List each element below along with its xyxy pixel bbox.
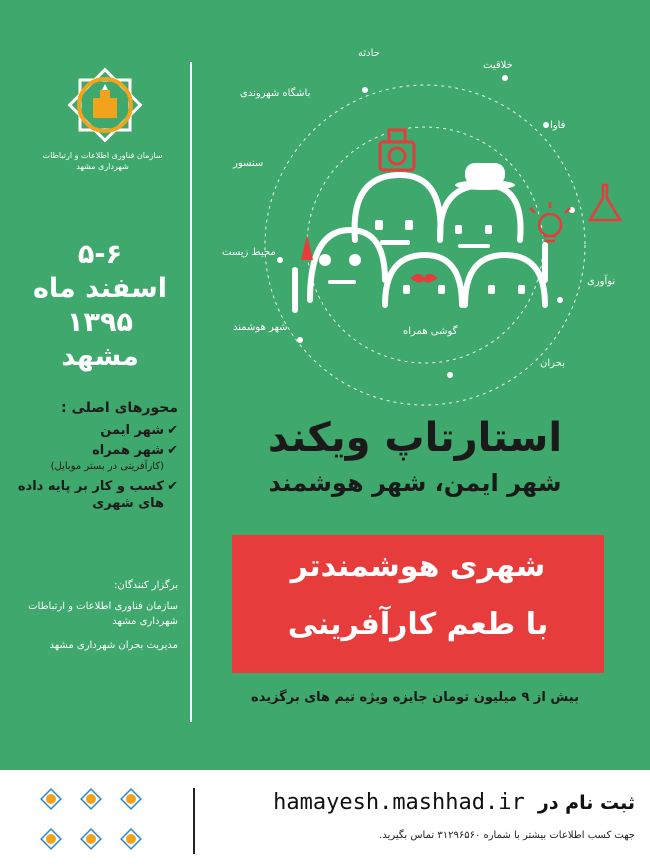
sponsor-logo-icon xyxy=(80,828,102,850)
sponsor-logo-icon xyxy=(40,828,62,850)
registration-url[interactable]: hamayesh.mashhad.ir xyxy=(273,790,525,815)
checkmark-icon: ✔ xyxy=(167,479,178,494)
sponsor-logos xyxy=(40,788,160,860)
sponsor-logo-icon xyxy=(80,788,102,810)
main-axes xyxy=(16,400,178,515)
diagram-label: محیط زیست xyxy=(222,247,276,258)
diagram-label: بحران xyxy=(540,358,565,369)
prize-text: بیش از ۹ میلیون تومان جایزه ویژه تیم های برگزیده xyxy=(251,690,579,705)
organizer-item: سازمان فناوری اطلاعات و ارتباطات شهرداری مشهد xyxy=(28,601,178,627)
concept-diagram-graphic xyxy=(200,30,650,410)
logo-caption-line1: سازمان فناوری اطلاعات و ارتباطات xyxy=(42,151,163,160)
diagram-label: خلاقیت xyxy=(483,60,513,71)
axis-item xyxy=(16,422,178,439)
event-month: اسفند ماه xyxy=(32,273,168,304)
diagram-label: شهر هوشمند xyxy=(233,322,288,333)
logo-caption xyxy=(40,150,165,172)
slogan-line2: با طعم کارآفرینی xyxy=(287,607,549,642)
event-days: ۵-۶ xyxy=(77,239,123,270)
axis-label: شهر ایمن xyxy=(100,423,164,438)
axis-label: کسب و کار بر پایه داده های شهری xyxy=(17,479,164,511)
diagram-label: سنسور xyxy=(233,158,264,169)
checkmark-icon: ✔ xyxy=(167,423,178,438)
checkmark-icon: ✔ xyxy=(167,443,178,458)
event-city: مشهد xyxy=(61,341,139,372)
registration-label: ثبت نام در xyxy=(537,792,635,814)
diagram-label: فاوا xyxy=(550,120,566,131)
slogan-banner xyxy=(232,535,604,673)
footer-divider xyxy=(193,788,195,854)
diagram-label: نوآوری xyxy=(587,276,616,287)
axis-sublabel: (کارآفرینی در بستر موبایل) xyxy=(50,461,164,472)
organizers xyxy=(10,578,178,662)
vertical-divider xyxy=(190,62,192,722)
contact-info: جهت کسب اطلاعات بیشتر با شماره ۳۱۲۹۶۵۶۰ تماس بگیرید. xyxy=(379,830,635,841)
slogan-line1: شهری هوشمندتر xyxy=(290,549,546,584)
diagram-label: حادثه xyxy=(358,48,380,59)
footer xyxy=(0,770,650,867)
main-axes-title: محورهای اصلی : xyxy=(61,400,178,416)
sponsor-logo-icon xyxy=(120,828,142,850)
axis-label: شهر همراه xyxy=(92,443,164,458)
sponsor-logo-icon xyxy=(40,788,62,810)
event-dates xyxy=(30,238,170,374)
diagram-label: گوشی همراه xyxy=(403,326,458,337)
concept-diagram xyxy=(200,30,650,410)
organizer-item: مدیریت بحران شهرداری مشهد xyxy=(49,640,178,651)
logo-caption-line2: شهرداری مشهد xyxy=(76,162,129,171)
event-year: ۱۳۹۵ xyxy=(67,307,133,338)
axis-item xyxy=(16,478,178,512)
event-subtitle: شهر ایمن، شهر هوشمند xyxy=(268,469,562,497)
diagram-label: باشگاه شهروندی xyxy=(240,88,311,99)
organization-logo xyxy=(60,60,150,150)
organizers-title: برگزار کنندگان: xyxy=(114,580,178,591)
event-title: استارتاپ ویکند xyxy=(267,415,563,461)
axis-item xyxy=(16,442,178,475)
registration-line xyxy=(210,790,635,815)
sponsor-logo-icon xyxy=(120,788,142,810)
